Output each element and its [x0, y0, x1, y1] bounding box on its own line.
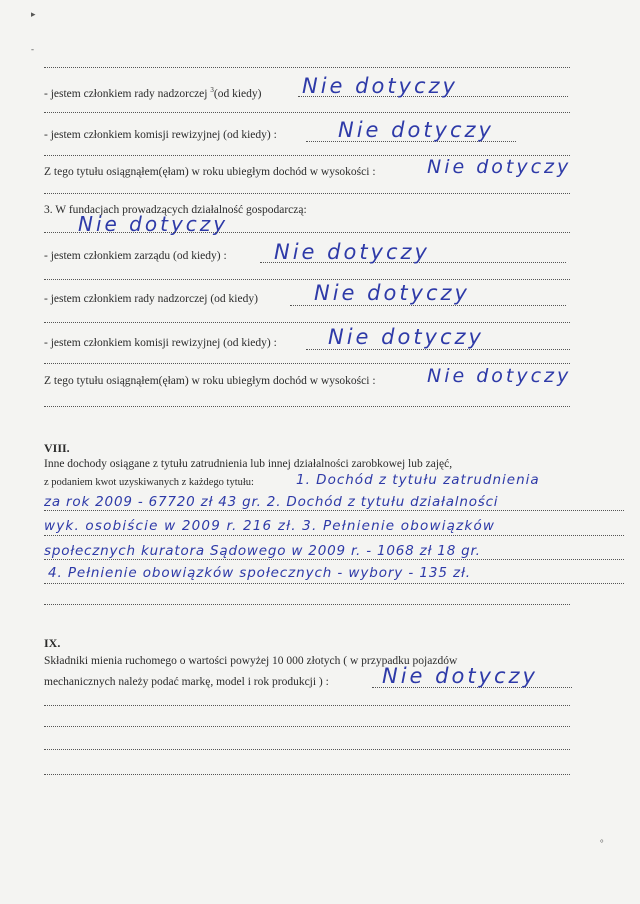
answer-line	[44, 510, 624, 511]
rada-nadzorcza-text: - jestem członkiem rady nadzorczej	[44, 87, 208, 100]
handwritten-answer: Nie dotyczy	[427, 365, 572, 387]
answer-line	[306, 349, 570, 350]
section-viii-heading: VIII.	[44, 441, 70, 455]
komisja-rewizyjna-label: - jestem członkiem komisji rewizyjnej (od kiedy) :	[44, 129, 277, 141]
dotted-line	[44, 363, 570, 364]
footnote-ref: 3	[210, 86, 214, 94]
dochod-label: Z tego tytułu osiągnąłem(ęłam) w roku ubiegłym dochód w wysokości :	[44, 166, 376, 178]
handwritten-answer: Nie dotyczy	[427, 156, 572, 178]
section-ix-line2: mechanicznych należy podać markę, model i rok produkcji ) :	[44, 676, 329, 688]
handwritten-income-line4: społecznych kuratora Sądowego w 2009 r. - 1068 zł 18 gr.	[44, 543, 481, 559]
handwritten-answer: Nie dotyczy	[328, 325, 484, 349]
dotted-line	[44, 749, 570, 750]
fundacje-heading: 3. W fundacjach prowadzących działalność gospodarczą:	[44, 204, 307, 216]
dotted-line	[44, 112, 570, 113]
handwritten-answer: Nie dotyczy	[338, 118, 494, 142]
komisja-rewizyjna-2-label: - jestem członkiem komisji rewizyjnej (od kiedy) :	[44, 337, 277, 349]
section-ix-heading: IX.	[44, 636, 61, 650]
dotted-line	[44, 726, 570, 727]
answer-line	[44, 232, 570, 233]
handwritten-income-line2: za rok 2009 - 67720 zł 43 gr. 2. Dochód z tytułu działalności	[44, 494, 499, 510]
corner-mark-bottom: °	[600, 838, 604, 848]
answer-line	[44, 583, 624, 584]
answer-line	[44, 535, 624, 536]
corner-mark-side: -	[31, 44, 34, 54]
handwritten-answer: Nie dotyczy	[302, 74, 458, 98]
dotted-line	[44, 279, 570, 280]
dotted-line	[44, 774, 570, 775]
dotted-line	[44, 705, 570, 706]
dotted-line	[44, 604, 570, 605]
handwritten-income-line5: 4. Pełnienie obowiązków społecznych - wybory - 135 zł.	[48, 565, 471, 581]
corner-mark-top: ▸	[31, 9, 36, 19]
dotted-line	[44, 193, 570, 194]
answer-line	[44, 559, 624, 560]
section-ix-line1: Składniki mienia ruchomego o wartości powyżej 10 000 złotych ( w przypadku pojazdów	[44, 655, 458, 667]
handwritten-income-line1: 1. Dochód z tytułu zatrudnienia	[296, 472, 540, 488]
dochod-2-label: Z tego tytułu osiągnąłem(ęłam) w roku ubiegłym dochód w wysokości :	[44, 375, 376, 387]
handwritten-answer: Nie dotyczy	[78, 212, 229, 236]
dotted-line	[44, 67, 570, 68]
answer-line	[290, 305, 566, 306]
handwritten-answer: Nie dotyczy	[314, 281, 470, 305]
section-viii-line2: z podaniem kwot uzyskiwanych z każdego tytułu:	[44, 477, 254, 488]
dotted-line	[44, 322, 570, 323]
section-viii-line1: Inne dochody osiągane z tytułu zatrudnienia lub innej działalności zarobkowej lub zajęć,	[44, 458, 453, 470]
rada-nadzorcza-2-label: - jestem członkiem rady nadzorczej (od kiedy)	[44, 293, 258, 305]
dotted-line	[44, 406, 570, 407]
zarzad-label: - jestem członkiem zarządu (od kiedy) :	[44, 250, 227, 262]
handwritten-answer: Nie dotyczy	[382, 664, 538, 688]
handwritten-income-line3: wyk. osobiście w 2009 r. 216 zł. 3. Pełnienie obowiązków	[44, 518, 496, 534]
rada-nadzorcza-label	[44, 83, 261, 101]
handwritten-answer: Nie dotyczy	[274, 240, 430, 264]
od-kiedy-text: (od kiedy)	[213, 87, 262, 100]
